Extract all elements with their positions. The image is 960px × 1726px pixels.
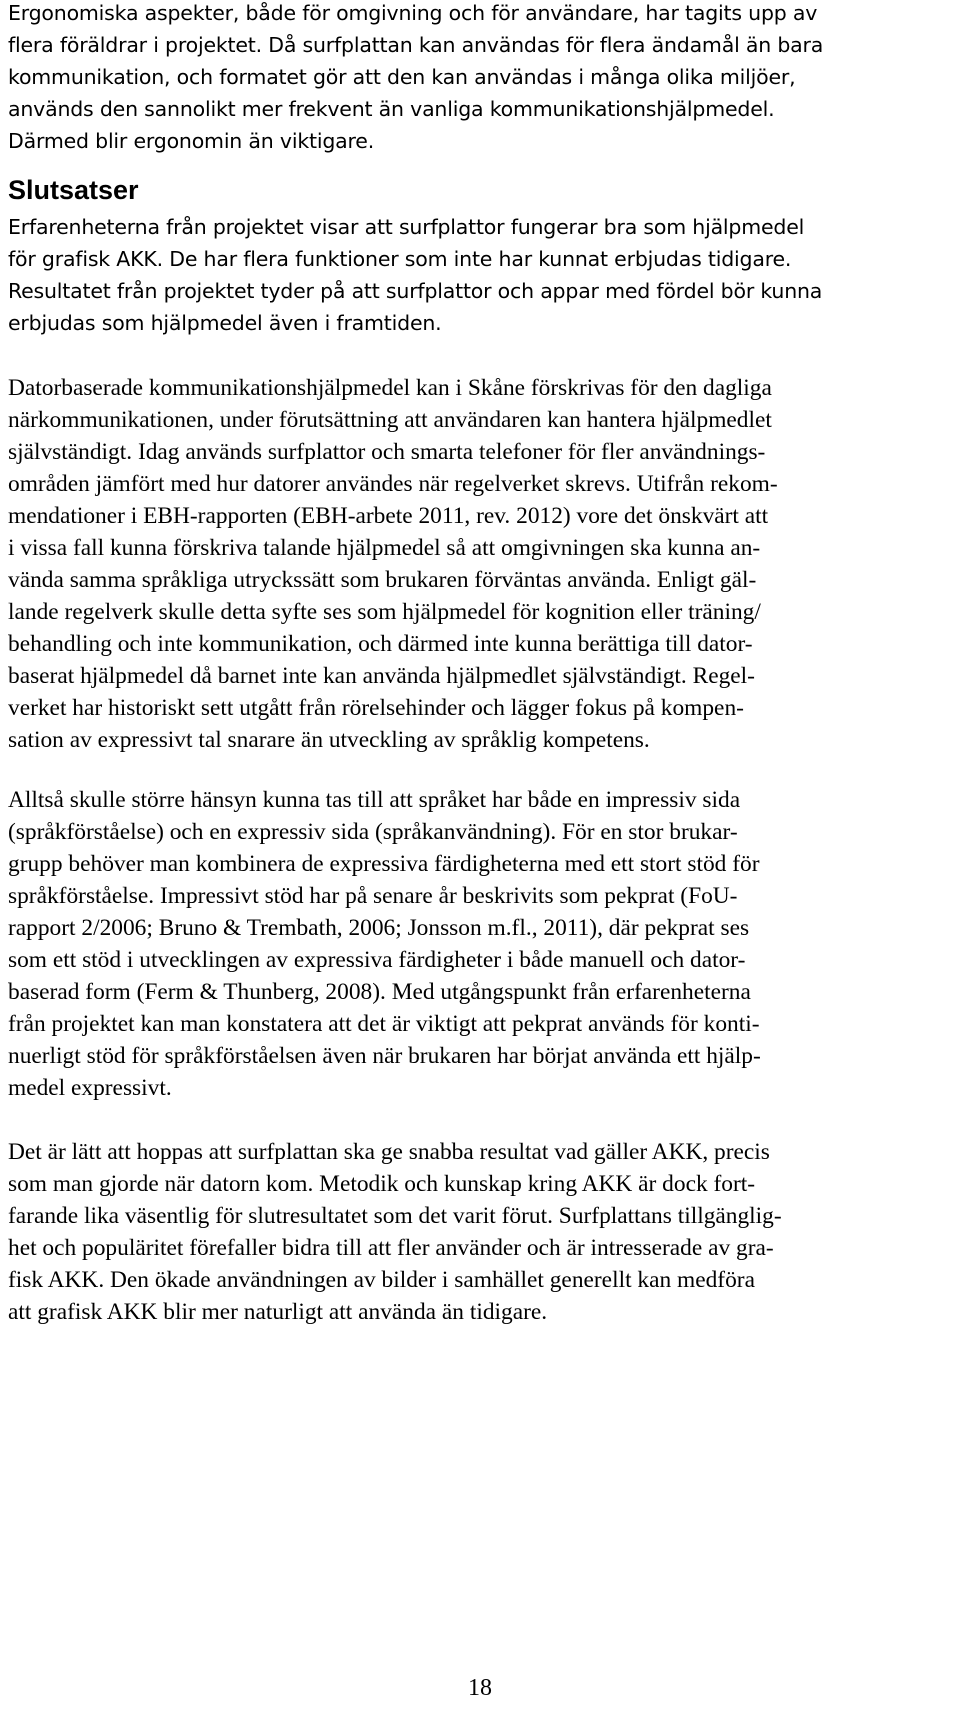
text-line: används den sannolikt mer frekvent än vanliga kommunikationshjälpmedel. (8, 97, 775, 121)
text-line: Alltså skulle större hänsyn kunna tas till att språket har både en impressiv sida (8, 787, 741, 813)
text-line: het och populäritet förefaller bidra till att fler använder och är intresserade av gra- (8, 1235, 774, 1261)
text-line: (språkförståelse) och en expressiv sida (språkanvändning). För en stor brukar- (8, 819, 738, 845)
intro-paragraph (8, 0, 938, 157)
text-line: behandling och inte kommunikation, och därmed inte kunna berättiga till dator- (8, 631, 753, 657)
text-line: att grafisk AKK blir mer naturligt att använda än tidigare. (8, 1299, 548, 1325)
section-heading: Slutsatser (8, 175, 139, 205)
document-page (8, 0, 938, 1328)
text-line: baserad form (Ferm & Thunberg, 2008). Med utgångspunkt från erfarenheterna (8, 979, 751, 1005)
text-line: erbjudas som hjälpmedel även i framtiden. (8, 311, 442, 335)
text-line: Det är lätt att hoppas att surfplattan ska ge snabba resultat vad gäller AKK, precis (8, 1139, 770, 1165)
text-line: sation av expressivt tal snarare än utveckling av språklig kompetens. (8, 727, 650, 753)
text-line: nuerligt stöd för språkförståelsen även när brukaren har börjat använda ett hjälp- (8, 1043, 761, 1069)
text-line: Ergonomiska aspekter, både för omgivning och för användare, har tagits upp av (8, 1, 818, 25)
text-line: språkförståelse. Impressivt stöd har på senare år beskrivits som pekprat (FoU- (8, 883, 738, 909)
text-line: lande regelverk skulle detta syfte ses som hjälpmedel för kognition eller träning/ (8, 599, 761, 625)
page-number: 18 (468, 1675, 492, 1701)
text-line: från projektet kan man konstatera att det är viktigt att pekprat används för konti- (8, 1011, 760, 1037)
text-line: närkommunikationen, under förutsättning att användaren kan hantera hjälpmedlet (8, 407, 772, 433)
paragraph-prescription-rules (8, 372, 938, 756)
text-line: mendationer i EBH-rapporten (EBH-arbete 2011, rev. 2012) vore det önskvärt att (8, 503, 769, 529)
text-line: områden jämfört med hur datorer användes när regelverket skrevs. Utifrån rekom- (8, 471, 778, 497)
text-line: självständigt. Idag används surfplattor och smarta telefoner för fler användnings- (8, 439, 766, 465)
text-line: flera föräldrar i projektet. Då surfplattan kan användas för flera ändamål än bara (8, 33, 824, 57)
text-line: för grafisk AKK. De har flera funktioner som inte har kunnat erbjudas tidigare. (8, 247, 792, 271)
text-line: som ett stöd i utvecklingen av expressiva färdigheter i både manuell och dator- (8, 947, 746, 973)
text-line: farande lika väsentlig för slutresultatet som det varit förut. Surfplattans tillgänglig- (8, 1203, 782, 1229)
text-line: baserat hjälpmedel då barnet inte kan använda hjälpmedlet självständigt. Regel- (8, 663, 755, 689)
text-line: som man gjorde när datorn kom. Metodik och kunskap kring AKK är dock fort- (8, 1171, 756, 1197)
paragraph-language-support (8, 784, 938, 1104)
text-line: vända samma språkliga utryckssätt som brukaren förväntas använda. Enligt gäl- (8, 567, 757, 593)
text-line: fisk AKK. Den ökade användningen av bilder i samhället generellt kan medföra (8, 1267, 755, 1293)
text-line: Erfarenheterna från projektet visar att surfplattor fungerar bra som hjälpmedel (8, 215, 805, 239)
text-line: Därmed blir ergonomin än viktigare. (8, 129, 375, 153)
text-line: grupp behöver man kombinera de expressiva färdigheterna med ett stort stöd för (8, 851, 760, 877)
text-line: rapport 2/2006; Bruno & Trembath, 2006; Jonsson m.fl., 2011), där pekprat ses (8, 915, 750, 941)
text-line: kommunikation, och formatet gör att den kan användas i många olika miljöer, (8, 65, 796, 89)
text-line: i vissa fall kunna förskriva talande hjälpmedel så att omgivningen ska kunna an- (8, 535, 761, 561)
summary-paragraph (8, 211, 938, 339)
text-line: verket har historiskt sett utgått från rörelsehinder och lägger fokus på kompen- (8, 695, 744, 721)
text-line: medel expressivt. (8, 1075, 172, 1101)
paragraph-expectations (8, 1136, 938, 1328)
text-line: Resultatet från projektet tyder på att surfplattor och appar med fördel bör kunna (8, 279, 823, 303)
text-line: Datorbaserade kommunikationshjälpmedel kan i Skåne förskrivas för den dagliga (8, 375, 772, 401)
